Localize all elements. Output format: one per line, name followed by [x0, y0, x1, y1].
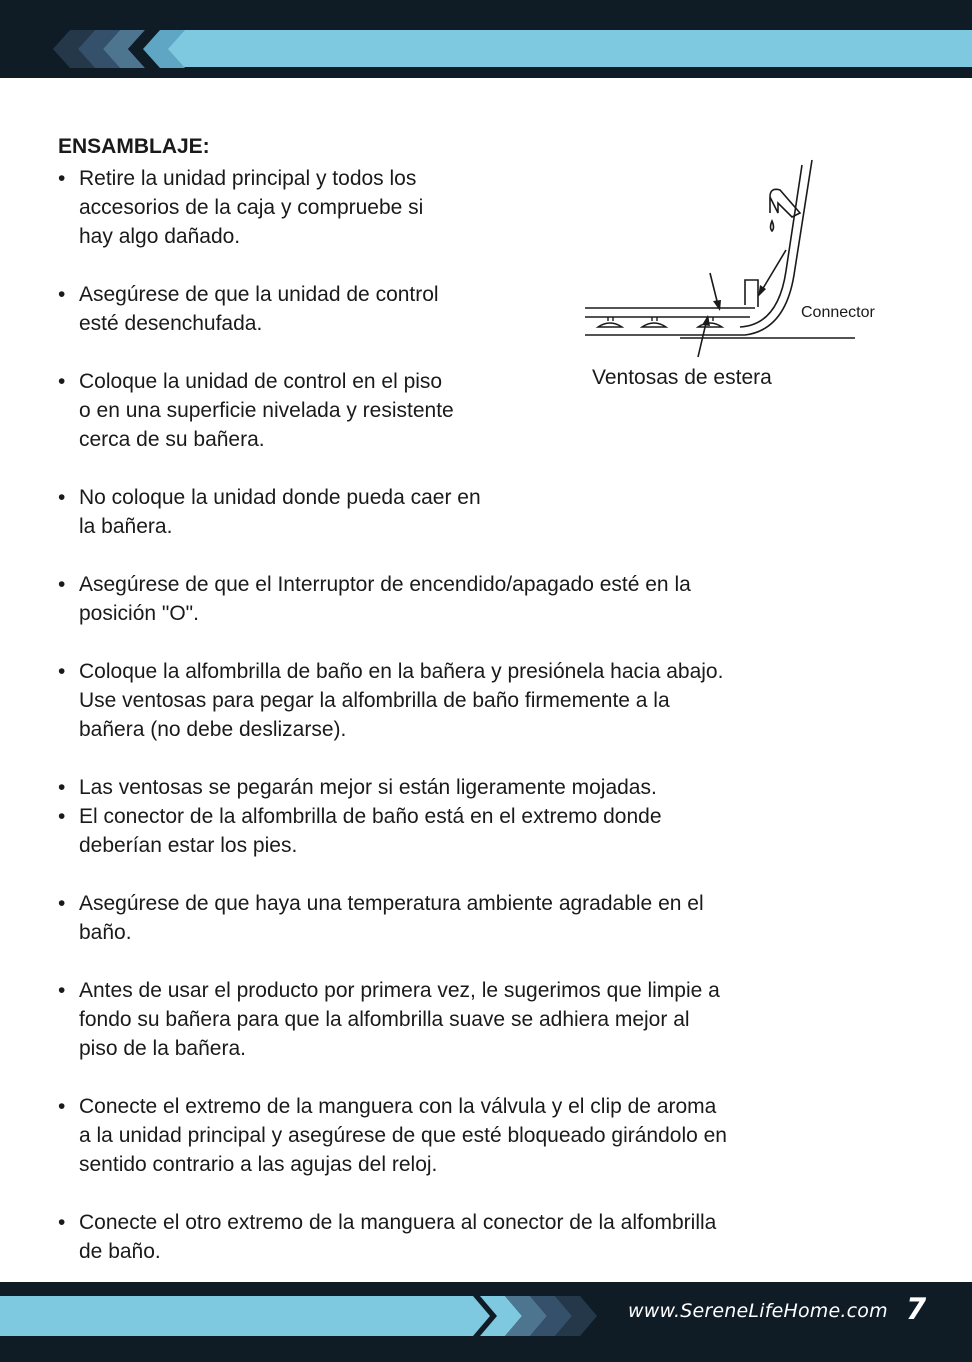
bullet-icon: • — [58, 892, 66, 915]
list-item-line: Asegúrese de que el Interruptor de encendido/apagado esté en la — [79, 573, 691, 596]
bullet-icon: • — [58, 1095, 66, 1118]
list-item-line: Use ventosas para pegar la alfombrilla de baño firmemente a la — [79, 689, 670, 712]
list-item-line: hay algo dañado. — [79, 225, 241, 248]
page-header — [0, 0, 972, 78]
bullet-icon: • — [58, 573, 66, 596]
list-item — [58, 889, 858, 947]
list-item-line: o en una superficie nivelada y resistente — [79, 399, 454, 422]
list-item-line: de baño. — [79, 1240, 161, 1263]
list-item — [58, 657, 858, 744]
list-item-line: cerca de su bañera. — [79, 428, 265, 451]
list-spacer — [58, 628, 858, 657]
bullet-icon: • — [58, 283, 66, 306]
list-item-line: Coloque la alfombrilla de baño en la bañera y presiónela hacia abajo. — [79, 660, 724, 683]
list-item — [58, 976, 858, 1063]
bullet-icon: • — [58, 660, 66, 683]
section-title: ENSAMBLAJE: — [58, 135, 210, 158]
list-item-line: deberían estar los pies. — [79, 834, 298, 857]
page-footer — [0, 1282, 972, 1362]
list-spacer — [58, 541, 858, 570]
list-item-line: bañera (no debe deslizarse). — [79, 718, 347, 741]
list-item — [58, 773, 858, 802]
list-spacer — [58, 947, 858, 976]
list-item-line: Coloque la unidad de control en el piso — [79, 370, 443, 393]
list-item-line: Las ventosas se pegarán mejor si están ligeramente mojadas. — [79, 776, 657, 799]
list-item-line: a la unidad principal y asegúrese de que esté bloqueado girándolo en — [79, 1124, 727, 1147]
bullet-icon: • — [58, 979, 66, 1002]
list-item-line: El conector de la alfombrilla de baño está en el extremo donde — [79, 805, 662, 828]
list-item-line: baño. — [79, 921, 132, 944]
diagram-illustration — [580, 155, 900, 400]
list-item-line: No coloque la unidad donde pueda caer en — [79, 486, 481, 509]
bullet-icon: • — [58, 805, 66, 828]
bullet-icon: • — [58, 1211, 66, 1234]
list-item-line: posición "O". — [79, 602, 199, 625]
list-item — [58, 570, 858, 628]
bath-mat-diagram — [580, 155, 900, 400]
list-item — [58, 1092, 858, 1179]
list-item-line: Conecte el extremo de la manguera con la válvula y el clip de aroma — [79, 1095, 717, 1118]
list-item-line: piso de la bañera. — [79, 1037, 246, 1060]
bullet-icon: • — [58, 370, 66, 393]
list-item-line: Retire la unidad principal y todos los — [79, 167, 417, 190]
list-item-line: esté desenchufada. — [79, 312, 263, 335]
list-item — [58, 1208, 858, 1266]
bullet-icon: • — [58, 167, 66, 190]
connector-label: Connector — [801, 304, 875, 321]
list-item — [58, 802, 858, 860]
list-item-line: accesorios de la caja y compruebe si — [79, 196, 424, 219]
chevron-right-icon — [0, 1282, 972, 1362]
list-item — [58, 483, 858, 541]
bullet-icon: • — [58, 776, 66, 799]
list-item-line: Asegúrese de que la unidad de control — [79, 283, 439, 306]
list-item-line: Asegúrese de que haya una temperatura ambiente agradable en el — [79, 892, 704, 915]
chevron-left-icon — [0, 0, 972, 78]
list-spacer — [58, 1179, 858, 1208]
suction-cups-label: Ventosas de estera — [592, 366, 772, 389]
list-spacer — [58, 860, 858, 889]
list-spacer — [58, 454, 858, 483]
page-number: 7 — [906, 1292, 927, 1326]
list-spacer — [58, 1063, 858, 1092]
list-spacer — [58, 744, 858, 773]
list-item-line: Conecte el otro extremo de la manguera al conector de la alfombrilla — [79, 1211, 717, 1234]
bullet-icon: • — [58, 486, 66, 509]
list-item-line: sentido contrario a las agujas del reloj. — [79, 1153, 438, 1176]
website-url: www.SereneLifeHome.com — [628, 1300, 888, 1322]
list-item-line: Antes de usar el producto por primera vez, le sugerimos que limpie a — [79, 979, 720, 1002]
list-item-line: fondo su bañera para que la alfombrilla suave se adhiera mejor al — [79, 1008, 690, 1031]
list-item-line: la bañera. — [79, 515, 173, 538]
